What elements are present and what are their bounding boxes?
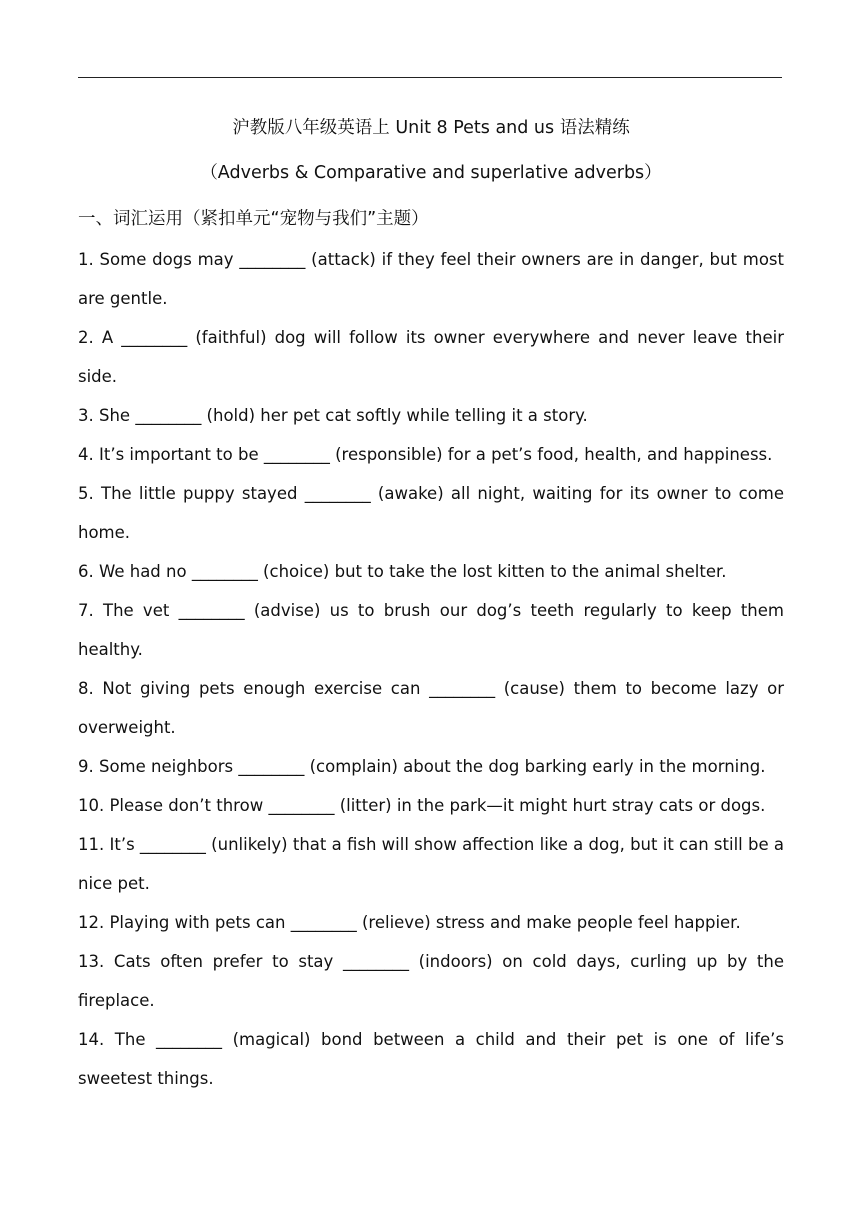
exercise-item-12: 12. Playing with pets can ________ (relieve) stress and make people feel happier.	[78, 913, 741, 932]
exercise-item-1: 1. Some dogs may ________ (attack) if they feel their owners are in danger, but most are gentle.	[78, 250, 784, 308]
exercise-item-11: 11. It’s ________ (unlikely) that a fish will show affection like a dog, but it can still be a nice pet.	[78, 835, 784, 893]
exercise-list	[78, 240, 784, 1098]
exercise-item-13: 13. Cats often prefer to stay ________ (indoors) on cold days, curling up by the fireplace.	[78, 952, 784, 1010]
exercise-item-8: 8. Not giving pets enough exercise can ________ (cause) them to become lazy or overweight.	[78, 679, 784, 737]
exercise-item-6: 6. We had no ________ (choice) but to take the lost kitten to the animal shelter.	[78, 562, 727, 581]
exercise-item-9: 9. Some neighbors ________ (complain) about the dog barking early in the morning.	[78, 757, 766, 776]
header-rule	[78, 77, 782, 78]
exercise-item-10: 10. Please don’t throw ________ (litter) in the park—it might hurt stray cats or dogs.	[78, 796, 766, 815]
document-title: 沪教版八年级英语上 Unit 8 Pets and us 语法精练	[232, 118, 630, 138]
exercise-item-14: 14. The ________ (magical) bond between a child and their pet is one of life’s sweetest things.	[78, 1030, 784, 1088]
exercise-item-5: 5. The little puppy stayed ________ (awake) all night, waiting for its owner to come home.	[78, 484, 784, 542]
exercise-item-4: 4. It’s important to be ________ (responsible) for a pet’s food, health, and happiness.	[78, 445, 773, 464]
document-subtitle: （Adverbs & Comparative and superlative adverbs）	[200, 163, 662, 183]
exercise-item-3: 3. She ________ (hold) her pet cat softly while telling it a story.	[78, 406, 588, 425]
section-heading: 一、词汇运用（紧扣单元“宠物与我们”主题）	[78, 209, 429, 229]
exercise-item-2: 2. A ________ (faithful) dog will follow its owner everywhere and never leave their side.	[78, 328, 784, 386]
exercise-item-7: 7. The vet ________ (advise) us to brush our dog’s teeth regularly to keep them healthy.	[78, 601, 784, 659]
